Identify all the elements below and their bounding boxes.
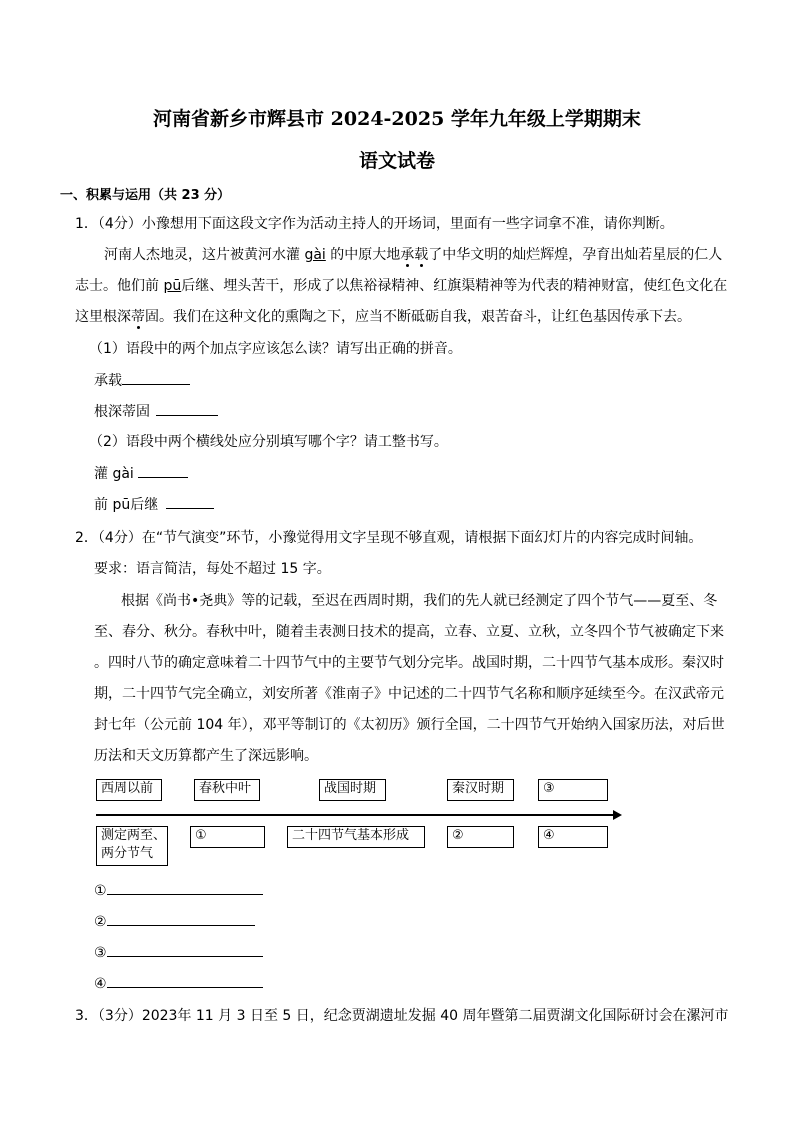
timeline-bottom-box-4[interactable]: ② — [447, 826, 514, 848]
q2-answer-row-3: ③ — [94, 942, 263, 963]
q1-sub-question-1: （1）语段中的两个加点字应该怎么读？请写出正确的拼音。 — [89, 341, 462, 357]
timeline-bottom-box-1: 测定两至、 两分节气 — [96, 826, 168, 866]
section-heading: 一、积累与运用（共 23 分） — [60, 188, 231, 203]
q1-passage-line-1: 河南人杰地灵，这片被黄河水灌 gài 的中原大地承载了中华文明的灿烂辉煌，孕育出灿若星辰的仁人 — [104, 247, 723, 263]
timeline-top-box-5[interactable]: ③ — [538, 779, 608, 801]
answer-blank[interactable] — [107, 942, 263, 957]
q2-passage-line-1: 根据《尚书•尧典》等的记载，至迟在西周时期，我们的先人就已经测定了四个节气——夏至、冬 — [121, 593, 718, 609]
answer-blank[interactable] — [107, 880, 263, 895]
page-subtitle: 语文试卷 — [358, 150, 435, 172]
q2-passage-line-6: 历法和天文历算都产生了深远影响。 — [94, 748, 318, 764]
q1-answer-row-chengzai: 承载 — [94, 370, 190, 391]
q1-answer-row-pu: 前 pū后继 — [94, 494, 214, 515]
timeline-top-box-4: 秦汉时期 — [447, 779, 514, 801]
q1-passage-line-3: 这里根深蒂固。我们在这种文化的熏陶之下，应当不断砥砺自我，艰苦奋斗，让红色基因传承下去。 — [75, 309, 691, 325]
q1-answer-row-gengshendigu: 根深蒂固 — [94, 401, 218, 422]
dotted-char-di: 蒂 — [131, 309, 145, 325]
answer-blank[interactable] — [166, 494, 214, 509]
pinyin-gai: gài — [304, 247, 326, 263]
timeline-axis — [96, 814, 614, 816]
question-2-stem: 2．（4分）在“节气演变”环节，小豫觉得用文字呈现不够直观，请根据下面幻灯片的内容完成时间轴。 — [75, 530, 703, 546]
answer-blank[interactable] — [156, 401, 218, 416]
q2-passage-line-2: 至、春分、秋分。春秋中叶，随着圭表测日技术的提高，立春、立夏、立秋，立冬四个节气被确定下来 — [94, 624, 724, 640]
dotted-char-zai: 载 — [414, 247, 429, 263]
answer-blank[interactable] — [107, 973, 263, 988]
q2-answer-row-1: ① — [94, 880, 263, 901]
q2-requirement: 要求：语言简洁，每处不超过 15 字。 — [94, 561, 331, 577]
question-3-stem: 3．（3分）2023年 11 月 3 日至 5 日，纪念贾湖遗址发掘 40 周年暨第二届贾湖文化国际研讨会在漯河市 — [75, 1008, 729, 1024]
answer-blank[interactable] — [138, 463, 188, 478]
q1-answer-row-gai: 灌 gài — [94, 463, 188, 484]
q2-passage-line-5: 封七年（公元前 104 年），邓平等制订的《太初历》颁行全国，二十四节气开始纳入国家历法，对后世 — [94, 717, 725, 733]
timeline-top-box-1: 西周以前 — [96, 779, 162, 801]
answer-blank[interactable] — [122, 370, 190, 385]
q2-answer-row-2: ② — [94, 911, 255, 932]
q1-passage-line-2: 志士。他们前 pū后继、埋头苦干，形成了以焦裕禄精神、红旗渠精神等为代表的精神财富，使红色文化在 — [75, 278, 728, 294]
q1-sub-question-2: （2）语段中两个横线处应分别填写哪个字？请工整书写。 — [89, 434, 448, 450]
dotted-char-cheng: 承 — [400, 247, 415, 263]
answer-blank[interactable] — [107, 911, 255, 926]
page-title: 河南省新乡市辉县市 2024-2025 学年九年级上学期期末 — [153, 108, 641, 130]
timeline-bottom-box-2[interactable]: ① — [190, 826, 265, 848]
q2-answer-row-4: ④ — [94, 973, 263, 994]
timeline-top-box-2: 春秋中叶 — [194, 779, 260, 801]
q2-passage-line-4: 期，二十四节气完全确立，刘安所著《淮南子》中记述的二十四节气名称和顺序延续至今。在汉武帝元 — [94, 686, 724, 702]
pinyin-pu: pū — [163, 278, 182, 294]
timeline-bottom-box-5[interactable]: ④ — [538, 826, 608, 848]
timeline-arrow-icon — [613, 810, 622, 820]
timeline-top-box-3: 战国时期 — [319, 779, 386, 801]
timeline-bottom-box-3: 二十四节气基本形成 — [287, 826, 425, 848]
q2-passage-line-3: 。四时八节的确定意味着二十四节气中的主要节气划分完毕。战国时期，二十四节气基本成形。秦汉时 — [94, 655, 724, 671]
question-1-stem: 1．（4分）小豫想用下面这段文字作为活动主持人的开场词，里面有一些字词拿不准，请你判断。 — [75, 216, 674, 232]
